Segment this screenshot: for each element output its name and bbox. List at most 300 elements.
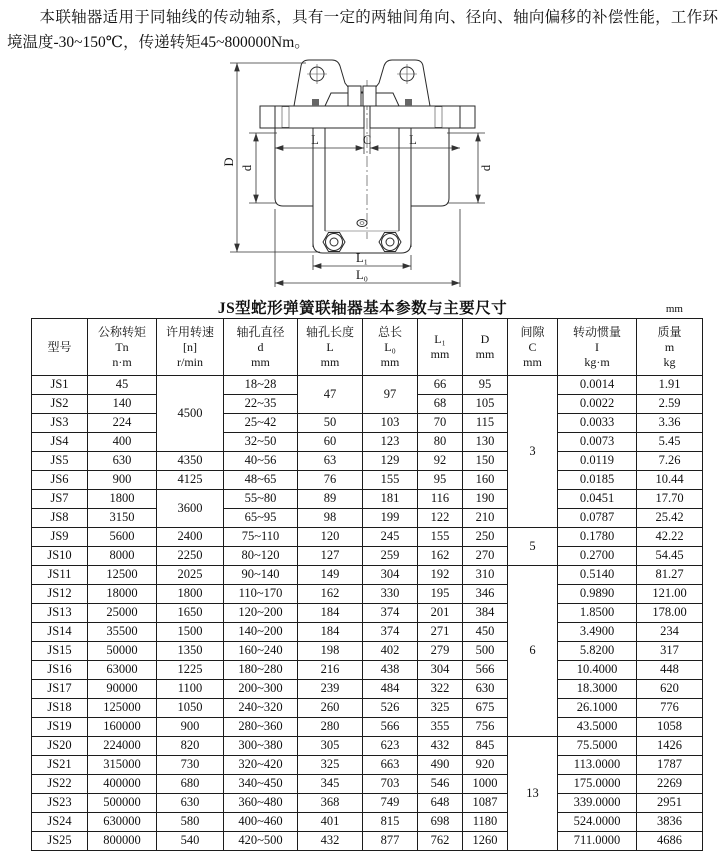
cell: 1.91 [637,376,703,395]
cell: 623 [363,737,418,756]
cell: JS25 [32,832,88,851]
cell: 3150 [88,509,157,528]
coupling-figure [0,55,725,291]
cell: 1225 [157,661,224,680]
cell: 355 [418,718,463,737]
cell: 305 [298,737,363,756]
col-header-torque [88,319,157,376]
cell: 304 [418,661,463,680]
cell: 4500 [157,376,224,452]
cell: JS19 [32,718,88,737]
cell: 703 [363,775,418,794]
table-row [32,642,703,661]
cell: 0.0185 [558,471,637,490]
cell: 181 [363,490,418,509]
cell: 75~110 [224,528,298,547]
cell: 304 [363,566,418,585]
col-header-bore [224,319,298,376]
cell: 374 [363,604,418,623]
cell: 210 [463,509,508,528]
cell: 920 [463,756,508,775]
cell: 18.3000 [558,680,637,699]
cell: 2250 [157,547,224,566]
col-header-line: [n] [183,339,197,354]
cell: 92 [418,452,463,471]
cell: 1350 [157,642,224,661]
col-header-line: mm [380,354,400,369]
dim-label-L1: L₁ [355,251,368,265]
col-header-line: Tn [115,339,129,354]
bolt-head-left [312,99,319,106]
coupling-diagram [182,55,544,291]
cell: 526 [363,699,418,718]
cell: 22~35 [224,395,298,414]
dim-label-C: C [362,133,371,147]
cell: 10.44 [637,471,703,490]
cell: 140 [88,395,157,414]
cell: 400 [88,433,157,452]
cell: 900 [157,718,224,737]
cell: 123 [363,433,418,452]
dim-label-L0: L₀ [355,268,368,282]
cell: 160000 [88,718,157,737]
cell: 76 [298,471,363,490]
dim-label-d-left: d [239,164,254,172]
cell: 300~380 [224,737,298,756]
cell: 4686 [637,832,703,851]
col-header-line: L [326,339,334,354]
cell: 756 [463,718,508,737]
cell: 711.0000 [558,832,637,851]
cell: JS1 [32,376,88,395]
cell: 66 [418,376,463,395]
cell: 3600 [157,490,224,528]
cell: JS11 [32,566,88,585]
cell: 68 [418,395,463,414]
table-row [32,680,703,699]
cell: 54.45 [637,547,703,566]
cell: 325 [418,699,463,718]
cell: 630 [463,680,508,699]
cell: 630 [157,794,224,813]
cell: 17.70 [637,490,703,509]
cell: 259 [363,547,418,566]
col-header-line: r/min [177,354,203,369]
cell: 10.4000 [558,661,637,680]
cell: 35500 [88,623,157,642]
cell: 438 [363,661,418,680]
cell: 0.0787 [558,509,637,528]
cell: 900 [88,471,157,490]
col-header-line: D [480,332,490,346]
col-header-line: I [595,339,599,354]
cell: 1.8500 [558,604,637,623]
table-row [32,566,703,585]
table-row [32,832,703,851]
dim-label-L-right: L [408,133,417,147]
center-plug [357,220,367,227]
cell: 184 [298,604,363,623]
cell: 190 [463,490,508,509]
cell: 50000 [88,642,157,661]
intro-paragraph: 本联轴器适用于同轴线的传动轴系，具有一定的两轴间角向、径向、轴向偏移的补偿性能，工作环境温度-30~150℃，传递转矩45~800000Nm。 [7,9,718,51]
cell: 580 [157,813,224,832]
flange-band [260,106,475,128]
cell: 40~56 [224,452,298,471]
cell: 2.59 [637,395,703,414]
cell: 675 [463,699,508,718]
col-header-length [298,319,363,376]
cell: 630000 [88,813,157,832]
cell: 149 [298,566,363,585]
col-header-inertia [558,319,637,376]
table-row [32,718,703,737]
col-header-l1 [418,319,463,376]
left-hub [275,128,313,206]
cell: 1000 [463,775,508,794]
cell: 1100 [157,680,224,699]
cell: 8000 [88,547,157,566]
cell: 216 [298,661,363,680]
col-header-model [32,319,88,376]
cell: 680 [157,775,224,794]
cell: 1500 [157,623,224,642]
cell: 346 [463,585,508,604]
cell: 98 [298,509,363,528]
cell: JS15 [32,642,88,661]
cell: 524.0000 [558,813,637,832]
col-header-line: mm [523,354,542,369]
cell: 1180 [463,813,508,832]
col-header-total [363,319,418,376]
cell: 0.2700 [558,547,637,566]
col-header-line: 公称转矩 [97,324,146,339]
cell: 776 [637,699,703,718]
cell: 270 [463,547,508,566]
cell: 3.4900 [558,623,637,642]
cell: 374 [363,623,418,642]
cell: 0.0451 [558,490,637,509]
cell: 325 [298,756,363,775]
col-header-mass [637,319,703,376]
col-header-line: 轴孔长度 [305,324,354,339]
cell: 184 [298,623,363,642]
cell: 749 [363,794,418,813]
cell: 322 [418,680,463,699]
cell: 121.00 [637,585,703,604]
cell: 155 [418,528,463,547]
cell: 484 [363,680,418,699]
cell: 25000 [88,604,157,623]
cell: 120 [298,528,363,547]
cell: 845 [463,737,508,756]
cell: 820 [157,737,224,756]
cell: 55~80 [224,490,298,509]
cell: 1260 [463,832,508,851]
cell: 3 [508,376,558,528]
dim-label-L-left: L [310,133,319,147]
cell: JS16 [32,661,88,680]
cell: 1050 [157,699,224,718]
cell: 150 [463,452,508,471]
cell: 63000 [88,661,157,680]
table-row [32,794,703,813]
cell: 110~170 [224,585,298,604]
cell: 648 [418,794,463,813]
cell: 400000 [88,775,157,794]
cell: 345 [298,775,363,794]
cell: JS13 [32,604,88,623]
table-row [32,376,703,395]
col-header-line: 许用转速 [165,324,214,339]
bolt-left [323,233,345,252]
cell: JS10 [32,547,88,566]
table-row [32,490,703,509]
cell: 2269 [637,775,703,794]
col-header-line: L₀ [384,339,396,354]
cell: 0.0022 [558,395,637,414]
col-header-line: d [257,339,264,354]
cell: 1787 [637,756,703,775]
col-header-line: kg [663,354,676,369]
table-row [32,509,703,528]
table-body [32,376,703,851]
cell: 32~50 [224,433,298,452]
col-header-line: 型号 [47,339,72,354]
cell: 75.5000 [558,737,637,756]
col-header-line: mm [430,347,450,361]
cell: 340~450 [224,775,298,794]
top-cover [294,60,430,106]
cell: 25~42 [224,414,298,433]
cell: 42.22 [637,528,703,547]
cell: 4125 [157,471,224,490]
cell: 95 [418,471,463,490]
cell: JS22 [32,775,88,794]
cell: 815 [363,813,418,832]
col-header-line: 总长 [377,324,402,339]
cell: 330 [363,585,418,604]
table-row [32,414,703,433]
cell: 50 [298,414,363,433]
table-row [32,813,703,832]
cell: 500000 [88,794,157,813]
cell: 48~65 [224,471,298,490]
cell: 234 [637,623,703,642]
cell: 224000 [88,737,157,756]
col-header-line: m [664,339,675,354]
cell: 663 [363,756,418,775]
cell: 0.0073 [558,433,637,452]
cell: 877 [363,832,418,851]
cell: 60 [298,433,363,452]
cell: 368 [298,794,363,813]
table-row [32,604,703,623]
cell: 420~500 [224,832,298,851]
cell: JS2 [32,395,88,414]
cell: 384 [463,604,508,623]
cell: 260 [298,699,363,718]
cell: 4350 [157,452,224,471]
cell: 97 [363,376,418,414]
cell: 90000 [88,680,157,699]
table-row [32,661,703,680]
cell: 280 [298,718,363,737]
col-header-line: 质量 [657,324,682,339]
cell: 81.27 [637,566,703,585]
cell: 630 [88,452,157,471]
cell: 198 [298,642,363,661]
cell: 401 [298,813,363,832]
table-row [32,471,703,490]
cell: 3.36 [637,414,703,433]
cell: 178.00 [637,604,703,623]
col-header-line: mm [251,354,270,369]
table-header-row [32,319,703,376]
cell: 0.0033 [558,414,637,433]
cell: 95 [463,376,508,395]
cell: 315000 [88,756,157,775]
cell: 540 [157,832,224,851]
cell: 224 [88,414,157,433]
table-title: JS型蛇形弹簧联轴器基本参数与主要尺寸 [217,300,508,317]
cell: 3836 [637,813,703,832]
cell: 115 [463,414,508,433]
col-header-line: n·m [112,354,132,369]
cell: 5600 [88,528,157,547]
col-header-line: kg·m [584,354,610,369]
cell: 122 [418,509,463,528]
cell: 1058 [637,718,703,737]
cell: JS17 [32,680,88,699]
cell: 47 [298,376,363,414]
cell: 113.0000 [558,756,637,775]
cell: 127 [298,547,363,566]
table-row [32,699,703,718]
cell: 698 [418,813,463,832]
cell: 245 [363,528,418,547]
cell: 160 [463,471,508,490]
cell: 320~420 [224,756,298,775]
cell: 310 [463,566,508,585]
cell: JS7 [32,490,88,509]
cell: 130 [463,433,508,452]
cell: 339.0000 [558,794,637,813]
cell: 448 [637,661,703,680]
cell: JS24 [32,813,88,832]
cell: 730 [157,756,224,775]
lug-hole-left [307,64,327,84]
cell: 280~360 [224,718,298,737]
cell: JS6 [32,471,88,490]
cell: 65~95 [224,509,298,528]
col-header-line: C [528,339,537,354]
col-header-speed [157,319,224,376]
cell: 432 [298,832,363,851]
cell: 25.42 [637,509,703,528]
cell: 762 [418,832,463,851]
cell: 140~200 [224,623,298,642]
cell: 199 [363,509,418,528]
lug-hole-right [397,64,417,84]
cell: 5.8200 [558,642,637,661]
table-row [32,585,703,604]
cell: 2025 [157,566,224,585]
cell: 566 [463,661,508,680]
dim-label-d-right: d [478,164,493,172]
cell: 18000 [88,585,157,604]
cell: 180~280 [224,661,298,680]
cell: 317 [637,642,703,661]
parameters-table [31,318,703,851]
cell: JS23 [32,794,88,813]
cell: 2400 [157,528,224,547]
table-row [32,452,703,471]
cell: 160~240 [224,642,298,661]
col-header-line: 转动惯量 [572,324,621,339]
cell: 18~28 [224,376,298,395]
cell: 200~300 [224,680,298,699]
cell: JS18 [32,699,88,718]
cell: 800000 [88,832,157,851]
cell: 0.5140 [558,566,637,585]
cell: JS12 [32,585,88,604]
cell: 250 [463,528,508,547]
cell: 450 [463,623,508,642]
cell: 129 [363,452,418,471]
cell: 125000 [88,699,157,718]
cell: 80 [418,433,463,452]
table-row [32,547,703,566]
cell: 279 [418,642,463,661]
cell: 12500 [88,566,157,585]
col-header-line: 间隙 [520,324,545,339]
bolt-head-right [405,99,412,106]
cell: 162 [418,547,463,566]
col-header-gap [508,319,558,376]
cell: 155 [363,471,418,490]
cell: 239 [298,680,363,699]
cell: 546 [418,775,463,794]
table-row [32,775,703,794]
table-title-row [0,296,725,316]
table-row [32,623,703,642]
table-row [32,737,703,756]
cell: 70 [418,414,463,433]
cell: 500 [463,642,508,661]
cell: JS9 [32,528,88,547]
cell: 89 [298,490,363,509]
table-row [32,528,703,547]
cell: 360~480 [224,794,298,813]
cell: 0.9890 [558,585,637,604]
cell: 162 [298,585,363,604]
col-header-line: mm [475,347,495,361]
cell: 5 [508,528,558,566]
cell: 402 [363,642,418,661]
cell: 2951 [637,794,703,813]
cell: JS20 [32,737,88,756]
cell: 45 [88,376,157,395]
cell: 566 [363,718,418,737]
cell: JS14 [32,623,88,642]
cell: 1087 [463,794,508,813]
cell: 192 [418,566,463,585]
cell: 120~200 [224,604,298,623]
col-header-bigd [463,319,508,376]
cell: 105 [463,395,508,414]
cell: 400~460 [224,813,298,832]
